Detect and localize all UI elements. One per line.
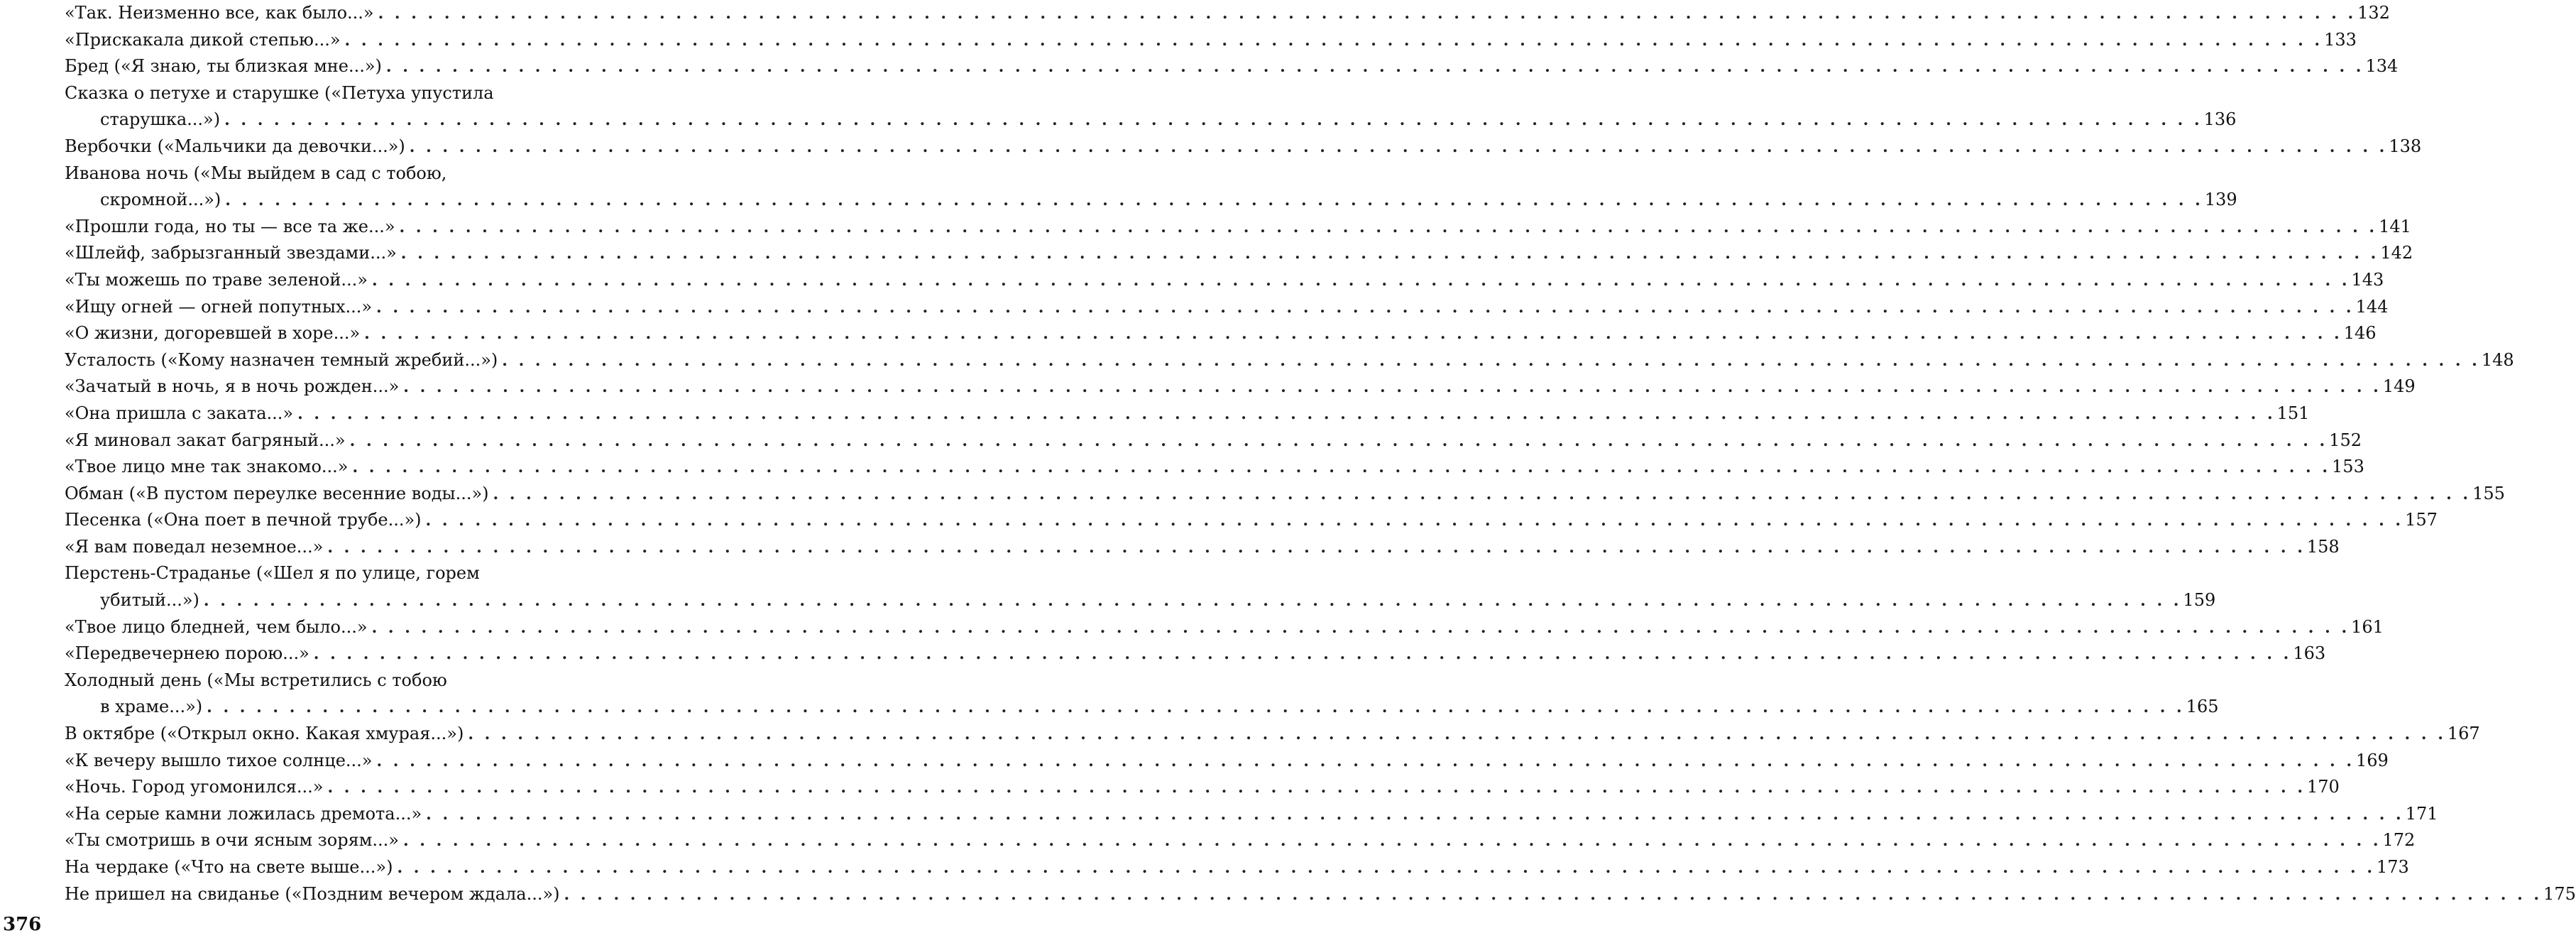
toc-entry-title: «Шлейф, забрызганный звездами...» — [65, 240, 401, 267]
toc-entry-page: 163 — [2291, 640, 2325, 667]
dot-leader: . . . . . . . . . . . . . . . . . . . . . . . . . . . . . . . . . . . . . . . . . . . . . . . . . . . . . . . . . . . . . . . . . . . . . . . . . . . . . . . . . . . . . . . . . . . . . . . . . . . . . . . . . . . . . . . . . . . . . . . . — [371, 618, 2350, 637]
toc-entry-title: «О жизни, догоревшей в хоре...» — [65, 320, 364, 347]
toc-entry — [65, 801, 2438, 828]
toc-entry-page: 165 — [2185, 694, 2219, 721]
toc-entry-title: «Прошли года, но ты — все та же...» — [65, 214, 400, 241]
toc-entry — [65, 454, 2364, 481]
toc-entry-page: 158 — [2306, 534, 2340, 561]
toc-entry-page: 152 — [2328, 427, 2362, 454]
toc-entry — [65, 0, 2390, 27]
toc-entry-title-continued: старушка...») — [100, 107, 224, 133]
dot-leader: . . . . . . . . . . . . . . . . . . . . . . . . . . . . . . . . . . . . . . . . . . . . . . . . . . . . . . . . . . . . . . . . . . . . . . . . . . . . . . . . . . . . . . . . . . . . . . . . . . . . . . . . . . . . . . . . . . . . . . . . — [371, 271, 2350, 290]
toc-entry-title: Перстень-Страданье («Шел я по улице, горем — [65, 560, 484, 587]
dot-leader: . . . . . . . . . . . . . . . . . . . . . . . . . . . . . . . . . . . . . . . . . . . . . . . . . . . . . . . . . . . . . . . . . . . . . . . . . . . . . . . . . . . . . . . . . . . . . . . . . . . . . . . . . . . . . . . . . . . . . . . . — [397, 858, 2375, 877]
dot-leader: . . . . . . . . . . . . . . . . . . . . . . . . . . . . . . . . . . . . . . . . . . . . . . . . . . . . . . . . . . . . . . . . . . . . . . . . . . . . . . . . . . . . . . . . . . . . . . . . . . . . . . . . . . . . . . . . . . . . . . . . — [349, 431, 2328, 450]
dot-leader: . . . . . . . . . . . . . . . . . . . . . . . . . . . . . . . . . . . . . . . . . . . . . . . . . . . . . . . . . . . . . . . . . . . . . . . . . . . . . . . . . . . . . . . . . . . . . . . . . . . . . . . . . . . . . . . . . . . . . . . . — [426, 805, 2404, 824]
dot-leader: . . . . . . . . . . . . . . . . . . . . . . . . . . . . . . . . . . . . . . . . . . . . . . . . . . . . . . . . . . . . . . . . . . . . . . . . . . . . . . . . . . . . . . . . . . . . . . . . . . . . . . . . . . . . . . . . . . . . . . . . — [203, 591, 2182, 611]
toc-entry — [65, 881, 2576, 908]
dot-leader: . . . . . . . . . . . . . . . . . . . . . . . . . . . . . . . . . . . . . . . . . . . . . . . . . . . . . . . . . . . . . . . . . . . . . . . . . . . . . . . . . . . . . . . . . . . . . . . . . . . . . . . . . . . . . . . . . . . . . . . . — [378, 4, 2357, 23]
toc-entry-title: Не пришел на свиданье («Поздним вечером ждала...») — [65, 881, 564, 908]
toc-entry — [65, 774, 2340, 801]
toc-entry — [65, 748, 2389, 775]
toc-entry-title: Холодный день («Мы встретились с тобою — [65, 667, 451, 694]
toc-entry-page: 161 — [2350, 614, 2384, 641]
toc-entry — [65, 854, 2409, 881]
dot-leader: . . . . . . . . . . . . . . . . . . . . . . . . . . . . . . . . . . . . . . . . . . . . . . . . . . . . . . . . . . . . . . . . . . . . . . . . . . . . . . . . . . . . . . . . . . . . . . . . . . . . . . . . . . . . . . . . . . . . . . . . — [425, 511, 2404, 530]
toc-entry-page: 157 — [2404, 507, 2438, 534]
dot-leader: . . . . . . . . . . . . . . . . . . . . . . . . . . . . . . . . . . . . . . . . . . . . . . . . . . . . . . . . . . . . . . . . . . . . . . . . . . . . . . . . . . . . . . . . . . . . . . . . . . . . . . . . . . . . . . . . . . . . . . . . — [364, 325, 2342, 344]
dot-leader: . . . . . . . . . . . . . . . . . . . . . . . . . . . . . . . . . . . . . . . . . . . . . . . . . . . . . . . . . . . . . . . . . . . . . . . . . . . . . . . . . . . . . . . . . . . . . . . . . . . . . . . . . . . . . . . . . . . . . . . . — [409, 137, 2388, 156]
dot-leader: . . . . . . . . . . . . . . . . . . . . . . . . . . . . . . . . . . . . . . . . . . . . . . . . . . . . . . . . . . . . . . . . . . . . . . . . . . . . . . . . . . . . . . . . . . . . . . . . . . . . . . . . . . . . . . . . . . . . . . . . — [399, 217, 2378, 236]
dot-leader: . . . . . . . . . . . . . . . . . . . . . . . . . . . . . . . . . . . . . . . . . . . . . . . . . . . . . . . . . . . . . . . . . . . . . . . . . . . . . . . . . . . . . . . . . . . . . . . . . . . . . . . . . . . . . . . . . . . . . . . . — [207, 698, 2185, 717]
dot-leader: . . . . . . . . . . . . . . . . . . . . . . . . . . . . . . . . . . . . . . . . . . . . . . . . . . . . . . . . . . . . . . . . . . . . . . . . . . . . . . . . . . . . . . . . . . . . . . . . . . . . . . . . . . . . . . . . . . . . . . . . — [352, 458, 2331, 477]
toc-entry-page: 132 — [2356, 0, 2390, 27]
toc-entry — [65, 214, 2411, 241]
toc-entry-title: Обман («В пустом переулке весенние воды...») — [65, 481, 493, 508]
toc-entry — [65, 160, 2237, 214]
toc-entry-title: В октябре («Открыл окно. Какая хмурая...») — [65, 721, 468, 748]
toc-entry — [65, 640, 2326, 667]
toc-entry — [65, 667, 2219, 721]
toc-entry — [65, 53, 2399, 80]
dot-leader: . . . . . . . . . . . . . . . . . . . . . . . . . . . . . . . . . . . . . . . . . . . . . . . . . . . . . . . . . . . . . . . . . . . . . . . . . . . . . . . . . . . . . . . . . . . . . . . . . . . . . . . . . . . . . . . . . . . . . . . . — [502, 351, 2480, 370]
dot-leader: . . . . . . . . . . . . . . . . . . . . . . . . . . . . . . . . . . . . . . . . . . . . . . . . . . . . . . . . . . . . . . . . . . . . . . . . . . . . . . . . . . . . . . . . . . . . . . . . . . . . . . . . . . . . . . . . . . . . . . . . — [327, 778, 2306, 797]
toc-entry-page: 139 — [2203, 187, 2237, 214]
toc-entry — [65, 827, 2416, 854]
dot-leader: . . . . . . . . . . . . . . . . . . . . . . . . . . . . . . . . . . . . . . . . . . . . . . . . . . . . . . . . . . . . . . . . . . . . . . . . . . . . . . . . . . . . . . . . . . . . . . . . . . . . . . . . . . . . . . . . . . . . . . . . — [376, 751, 2355, 770]
toc-entry-title: Бред («Я знаю, ты близкая мне...») — [65, 53, 386, 80]
toc-entry-page: 142 — [2379, 240, 2413, 267]
toc-entry-title: «Ты смотришь в очи ясным зорям...» — [65, 827, 403, 854]
dot-leader: . . . . . . . . . . . . . . . . . . . . . . . . . . . . . . . . . . . . . . . . . . . . . . . . . . . . . . . . . . . . . . . . . . . . . . . . . . . . . . . . . . . . . . . . . . . . . . . . . . . . . . . . . . . . . . . . . . . . . . . . — [376, 298, 2355, 317]
toc-entry-page: 146 — [2342, 320, 2377, 347]
dot-leader: . . . . . . . . . . . . . . . . . . . . . . . . . . . . . . . . . . . . . . . . . . . . . . . . . . . . . . . . . . . . . . . . . . . . . . . . . . . . . . . . . . . . . . . . . . . . . . . . . . . . . . . . . . . . . . . . . . . . . . . . — [224, 111, 2203, 130]
toc-entry-page: 167 — [2446, 721, 2480, 748]
toc-entry-title: «Ты можешь по траве зеленой...» — [65, 267, 372, 294]
toc-entry-title: Иванова ночь («Мы выйдем в сад с тобою, — [65, 160, 451, 187]
toc-entry-page: 144 — [2355, 294, 2389, 321]
toc-entry-title: Усталость («Кому назначен темный жребий...») — [65, 347, 502, 374]
page-number: 376 — [3, 914, 42, 935]
toc-entry-title: «Ночь. Город угомонился...» — [65, 774, 327, 801]
toc-entry-title: «Она пришла с заката...» — [65, 400, 297, 427]
toc-entry-page: 133 — [2323, 27, 2357, 54]
toc-entry-page: 155 — [2471, 481, 2505, 508]
toc-entry-title: Вербочки («Мальчики да девочки...») — [65, 133, 410, 160]
toc-entry-page: 151 — [2276, 400, 2310, 427]
toc-entry-title: «Так. Неизменно все, как было...» — [65, 0, 378, 27]
toc-entry-title: «Прискакала дикой степью...» — [65, 27, 345, 54]
toc-entry-title: Песенка («Она поет в печной трубе...») — [65, 507, 426, 534]
toc-entry — [65, 534, 2340, 561]
dot-leader: . . . . . . . . . . . . . . . . . . . . . . . . . . . . . . . . . . . . . . . . . . . . . . . . . . . . . . . . . . . . . . . . . . . . . . . . . . . . . . . . . . . . . . . . . . . . . . . . . . . . . . . . . . . . . . . . . . . . . . . . — [313, 645, 2292, 664]
toc-entry-page: 143 — [2350, 267, 2384, 294]
toc-entry-title: «Я миновал закат багряный...» — [65, 427, 350, 454]
toc-entry-page: 138 — [2387, 133, 2421, 160]
toc-entry-page: 148 — [2480, 347, 2514, 374]
toc-entry-title: «Зачатый в ночь, я в ночь рожден...» — [65, 373, 403, 400]
dot-leader: . . . . . . . . . . . . . . . . . . . . . . . . . . . . . . . . . . . . . . . . . . . . . . . . . . . . . . . . . . . . . . . . . . . . . . . . . . . . . . . . . . . . . . . . . . . . . . . . . . . . . . . . . . . . . . . . . . . . . . . . — [403, 378, 2382, 397]
dot-leader: . . . . . . . . . . . . . . . . . . . . . . . . . . . . . . . . . . . . . . . . . . . . . . . . . . . . . . . . . . . . . . . . . . . . . . . . . . . . . . . . . . . . . . . . . . . . . . . . . . . . . . . . . . . . . . . . . . . . . . . . — [468, 725, 2446, 744]
toc-entry — [65, 80, 2237, 133]
toc-entry-page: 159 — [2181, 587, 2215, 614]
toc-entry-page: 175 — [2542, 881, 2576, 908]
dot-leader: . . . . . . . . . . . . . . . . . . . . . . . . . . . . . . . . . . . . . . . . . . . . . . . . . . . . . . . . . . . . . . . . . . . . . . . . . . . . . . . . . . . . . . . . . . . . . . . . . . . . . . . . . . . . . . . . . . . . . . . . — [225, 191, 2203, 210]
toc-entry — [65, 27, 2357, 54]
toc-entry-page: 171 — [2404, 801, 2438, 828]
toc-entry-page: 173 — [2375, 854, 2409, 881]
toc-entry-page: 169 — [2355, 748, 2389, 775]
toc-entry-page: 149 — [2382, 373, 2416, 400]
dot-leader: . . . . . . . . . . . . . . . . . . . . . . . . . . . . . . . . . . . . . . . . . . . . . . . . . . . . . . . . . . . . . . . . . . . . . . . . . . . . . . . . . . . . . . . . . . . . . . . . . . . . . . . . . . . . . . . . . . . . . . . . — [402, 831, 2382, 851]
toc-entry-title: «К вечеру вышло тихое солнце...» — [65, 748, 376, 775]
dot-leader: . . . . . . . . . . . . . . . . . . . . . . . . . . . . . . . . . . . . . . . . . . . . . . . . . . . . . . . . . . . . . . . . . . . . . . . . . . . . . . . . . . . . . . . . . . . . . . . . . . . . . . . . . . . . . . . . . . . . . . . . — [400, 244, 2379, 263]
toc-entry — [65, 320, 2377, 347]
toc-entry — [65, 133, 2422, 160]
toc-entry-title: Сказка о петухе и старушке («Петуха упустила — [65, 80, 498, 107]
toc-entry — [65, 347, 2514, 374]
toc-entry-title-continued: скромной...») — [100, 187, 225, 214]
toc-entry — [65, 427, 2362, 454]
toc-entry-page: 136 — [2203, 107, 2237, 133]
toc-entry — [65, 721, 2480, 748]
toc-entry — [65, 614, 2384, 641]
toc-entry-title: «Твое лицо мне так знакомо...» — [65, 454, 352, 481]
toc-entry — [65, 240, 2413, 267]
toc-entry-title: «Я вам поведал неземное...» — [65, 534, 327, 561]
toc-entry-page: 170 — [2306, 774, 2340, 801]
toc-entry — [65, 481, 2505, 508]
dot-leader: . . . . . . . . . . . . . . . . . . . . . . . . . . . . . . . . . . . . . . . . . . . . . . . . . . . . . . . . . . . . . . . . . . . . . . . . . . . . . . . . . . . . . . . . . . . . . . . . . . . . . . . . . . . . . . . . . . . . . . . . — [344, 31, 2323, 50]
table-of-contents — [65, 0, 2576, 907]
toc-entry — [65, 560, 2216, 613]
dot-leader: . . . . . . . . . . . . . . . . . . . . . . . . . . . . . . . . . . . . . . . . . . . . . . . . . . . . . . . . . . . . . . . . . . . . . . . . . . . . . . . . . . . . . . . . . . . . . . . . . . . . . . . . . . . . . . . . . . . . . . . . — [493, 484, 2472, 503]
toc-entry-page: 141 — [2377, 214, 2411, 241]
toc-entry — [65, 267, 2384, 294]
toc-entry — [65, 507, 2438, 534]
toc-entry-title: «Ищу огней — огней попутных...» — [65, 294, 376, 321]
toc-entry-title-continued: в храме...») — [100, 694, 207, 721]
toc-entry-page: 172 — [2382, 827, 2416, 854]
toc-entry-page: 134 — [2364, 53, 2398, 80]
toc-entry-page: 153 — [2330, 454, 2364, 481]
toc-entry-title-continued: убитый...») — [100, 587, 204, 614]
toc-entry-title: «Передвечернею порою...» — [65, 640, 314, 667]
toc-entry — [65, 294, 2389, 321]
toc-entry-title: «На серые камни ложилась дремота...» — [65, 801, 426, 828]
toc-entry-title: «Твое лицо бледней, чем было...» — [65, 614, 372, 641]
toc-entry — [65, 373, 2416, 400]
dot-leader: . . . . . . . . . . . . . . . . . . . . . . . . . . . . . . . . . . . . . . . . . . . . . . . . . . . . . . . . . . . . . . . . . . . . . . . . . . . . . . . . . . . . . . . . . . . . . . . . . . . . . . . . . . . . . . . . . . . . . . . . — [564, 885, 2543, 904]
dot-leader: . . . . . . . . . . . . . . . . . . . . . . . . . . . . . . . . . . . . . . . . . . . . . . . . . . . . . . . . . . . . . . . . . . . . . . . . . . . . . . . . . . . . . . . . . . . . . . . . . . . . . . . . . . . . . . . . . . . . . . . . — [297, 404, 2276, 423]
toc-entry — [65, 400, 2310, 427]
dot-leader: . . . . . . . . . . . . . . . . . . . . . . . . . . . . . . . . . . . . . . . . . . . . . . . . . . . . . . . . . . . . . . . . . . . . . . . . . . . . . . . . . . . . . . . . . . . . . . . . . . . . . . . . . . . . . . . . . . . . . . . . — [385, 58, 2364, 77]
toc-entry-title: На чердаке («Что на свете выше...») — [65, 854, 397, 881]
dot-leader: . . . . . . . . . . . . . . . . . . . . . . . . . . . . . . . . . . . . . . . . . . . . . . . . . . . . . . . . . . . . . . . . . . . . . . . . . . . . . . . . . . . . . . . . . . . . . . . . . . . . . . . . . . . . . . . . . . . . . . . . — [327, 538, 2306, 557]
